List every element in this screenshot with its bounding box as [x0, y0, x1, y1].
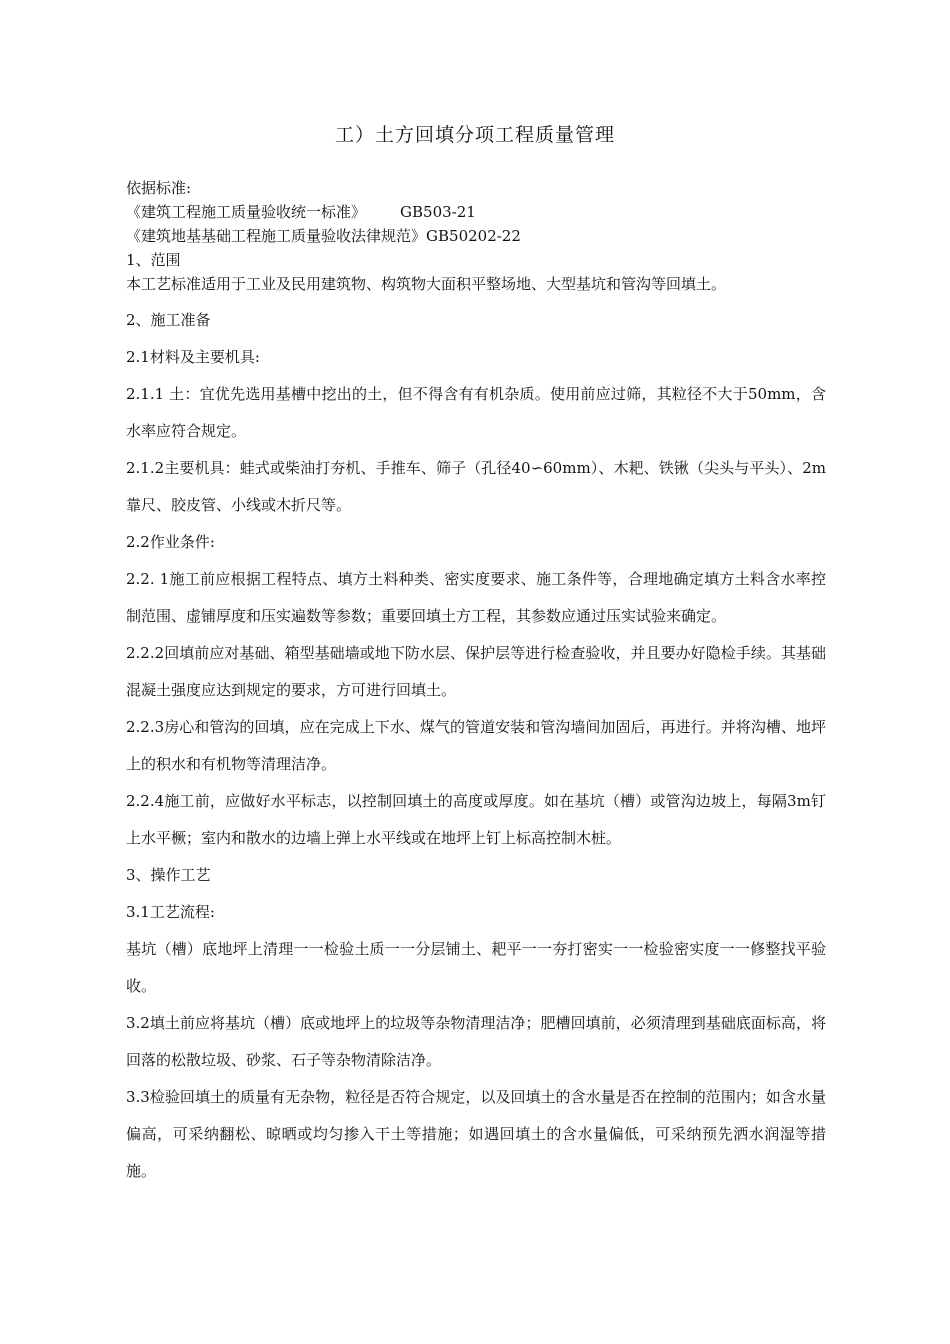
- subsection-heading: 2.1材料及主要机具:: [126, 348, 260, 366]
- scope-text: 本工艺标准适用于工业及民用建筑物、构筑物大面积平整场地、大型基坑和管沟等回填土。: [126, 275, 727, 293]
- subsection-heading: 2.2作业条件:: [126, 533, 215, 551]
- standard-code: GB503-21: [400, 203, 476, 221]
- subsection-heading: 3.1工艺流程:: [126, 903, 215, 921]
- document-title: 工）土方回填分项工程质量管理: [334, 124, 615, 146]
- paragraph: 3.2填土前应将基坑（槽）底或地坪上的垃圾等杂物清理洁净；肥槽回填前，必须清理到基础底面标高，将回落的松散垃圾、砂浆、石子等杂物清除洁净。: [126, 1014, 826, 1069]
- basis-heading: 依据标准:: [126, 179, 192, 197]
- paragraph: 2.2.4施工前，应做好水平标志，以控制回填土的高度或厚度。如在基坑（槽）或管沟边坡上，每隔3m钉上水平橛；室内和散水的边墙上弹上水平线或在地坪上钉上标高控制木桩。: [126, 792, 826, 847]
- paragraph: 基坑（槽）底地坪上清理一一检验土质一一分层铺土、耙平一一夯打密实一一检验密实度一一修整找平验收。: [126, 940, 826, 995]
- document-body: [126, 176, 826, 1190]
- section-heading: 3、操作工艺: [126, 866, 211, 884]
- paragraph: 2.2.3房心和管沟的回填，应在完成上下水、煤气的管道安装和管沟墙间加固后，再进行。并将沟槽、地坪上的积水和有机物等清理洁净。: [126, 718, 826, 773]
- paragraph: 2.1.1 土：宜优先选用基槽中挖出的土，但不得含有有机杂质。使用前应过筛，其粒径不大于50mm，含水率应符合规定。: [126, 385, 826, 440]
- paragraph: 2.2. 1施工前应根据工程特点、填方土料种类、密实度要求、施工条件等，合理地确定填方土料含水率控制范围、虚铺厚度和压实遍数等参数；重要回填土方工程，其参数应通过压实试验来确定。: [126, 570, 826, 625]
- standard-line-2: [126, 224, 826, 248]
- standard-name: 《建筑工程施工质量验收统一标准》: [126, 203, 367, 221]
- paragraph: 2.1.2主要机具：蛙式或柴油打夯机、手推车、筛子（孔径40∽60mm）、木耙、铁锹（尖头与平头）、2m靠尺、胶皮管、小线或木折尺等。: [126, 459, 826, 514]
- scope-heading: 1、范围: [126, 251, 181, 269]
- paragraph: 3.3检验回填土的质量有无杂物，粒径是否符合规定，以及回填土的含水量是否在控制的范围内；如含水量偏高，可采纳翻松、晾晒或均匀掺入干土等措施；如遇回填土的含水量偏低，可采纳预先洒水润湿等措施。: [126, 1088, 826, 1180]
- standard-line-1: [126, 200, 826, 224]
- section-heading: 2、施工准备: [126, 311, 211, 329]
- standard-code: GB50202-22: [426, 227, 521, 245]
- standard-name: 《建筑地基基础工程施工质量验收法律规范》: [126, 227, 427, 245]
- paragraph: 2.2.2回填前应对基础、箱型基础墙或地下防水层、保护层等进行检查验收，并且要办好隐检手续。其基础混凝土强度应达到规定的要求，方可进行回填土。: [126, 644, 826, 699]
